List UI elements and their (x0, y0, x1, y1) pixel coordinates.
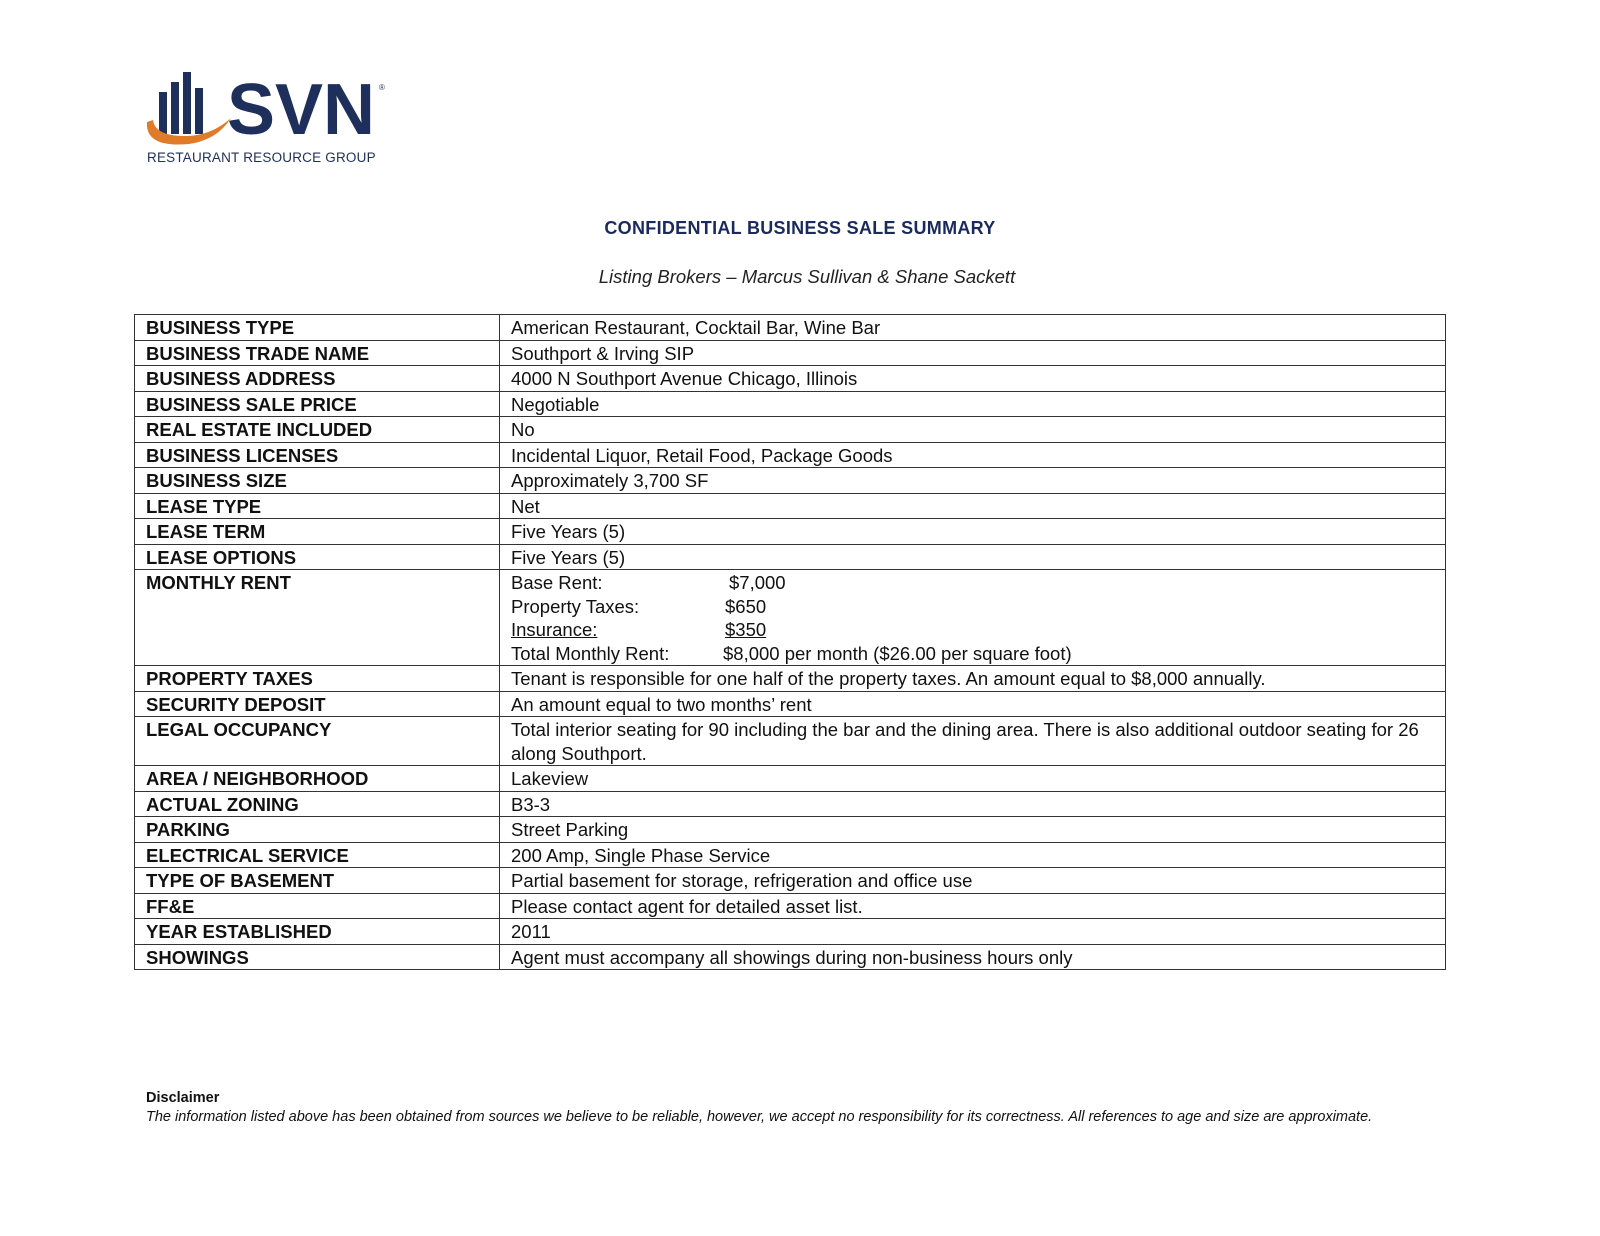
rent-line-label: Insurance: (511, 619, 598, 640)
table-row (135, 417, 1446, 443)
table-row (135, 366, 1446, 392)
table-row (135, 868, 1446, 894)
rent-line-label: Total Monthly Rent: (511, 642, 670, 664)
row-value: Southport & Irving SIP (500, 340, 1446, 366)
table-row (135, 766, 1446, 792)
business-summary-table (134, 314, 1446, 970)
row-label: LEASE TYPE (135, 493, 500, 519)
table-row (135, 791, 1446, 817)
rent-line-taxes (511, 595, 1434, 619)
row-label: SECURITY DEPOSIT (135, 691, 500, 717)
row-value: Street Parking (500, 817, 1446, 843)
table-row (135, 691, 1446, 717)
row-label: LEGAL OCCUPANCY (135, 717, 500, 766)
table-row (135, 944, 1446, 970)
disclaimer-title: Disclaimer (146, 1090, 220, 1106)
document-subtitle: Listing Brokers – Marcus Sullivan & Shane Sackett (598, 266, 1016, 287)
document-title: CONFIDENTIAL BUSINESS SALE SUMMARY (604, 218, 996, 238)
row-label: BUSINESS ADDRESS (135, 366, 500, 392)
table-row (135, 666, 1446, 692)
row-value: Five Years (5) (500, 519, 1446, 545)
row-label: BUSINESS LICENSES (135, 442, 500, 468)
row-label: MONTHLY RENT (135, 570, 500, 666)
logo-wordmark: SVN (227, 70, 376, 150)
row-value: 4000 N Southport Avenue Chicago, Illinois (500, 366, 1446, 392)
row-value: Agent must accompany all showings during non-business hours only (500, 944, 1446, 970)
row-label: PROPERTY TAXES (135, 666, 500, 692)
row-value: Tenant is responsible for one half of the property taxes. An amount equal to $8,000 annually. (500, 666, 1446, 692)
rent-line-insurance (511, 618, 1434, 642)
row-value: No (500, 417, 1446, 443)
row-label: ELECTRICAL SERVICE (135, 842, 500, 868)
row-value: An amount equal to two months’ rent (500, 691, 1446, 717)
table-row (135, 919, 1446, 945)
table-row (135, 340, 1446, 366)
rent-line-amount: $7,000 (729, 572, 786, 593)
row-label: REAL ESTATE INCLUDED (135, 417, 500, 443)
row-label: BUSINESS SIZE (135, 468, 500, 494)
row-label: SHOWINGS (135, 944, 500, 970)
row-label: ACTUAL ZONING (135, 791, 500, 817)
row-value: Incidental Liquor, Retail Food, Package Goods (500, 442, 1446, 468)
table-row (135, 893, 1446, 919)
table-row (135, 544, 1446, 570)
rent-line-amount: $650 (725, 595, 767, 617)
row-label: PARKING (135, 817, 500, 843)
table-row (135, 817, 1446, 843)
table-row (135, 391, 1446, 417)
row-value: Partial basement for storage, refrigeration and office use (500, 868, 1446, 894)
table-row (135, 842, 1446, 868)
table-row (135, 493, 1446, 519)
rent-line-amount: $8,000 per month ($26.00 per square foot) (723, 642, 1072, 664)
row-label: LEASE TERM (135, 519, 500, 545)
row-label: LEASE OPTIONS (135, 544, 500, 570)
rent-line-label: Property Taxes: (511, 595, 640, 617)
row-label: BUSINESS SALE PRICE (135, 391, 500, 417)
monthly-rent-breakdown (500, 570, 1446, 666)
svg-text:®: ® (379, 83, 385, 92)
row-value: 200 Amp, Single Phase Service (500, 842, 1446, 868)
table-row (135, 468, 1446, 494)
row-label: AREA / NEIGHBORHOOD (135, 766, 500, 792)
rent-line-amount: $350 (725, 619, 767, 640)
row-label: BUSINESS TYPE (135, 315, 500, 341)
disclaimer (146, 1090, 1446, 1127)
row-value: Lakeview (500, 766, 1446, 792)
table-row (135, 315, 1446, 341)
row-label: TYPE OF BASEMENT (135, 868, 500, 894)
rent-line-total (511, 642, 1434, 666)
row-label: YEAR ESTABLISHED (135, 919, 500, 945)
row-value: Five Years (5) (500, 544, 1446, 570)
table-row-monthly-rent (135, 570, 1446, 666)
row-value: Net (500, 493, 1446, 519)
row-value: Please contact agent for detailed asset list. (500, 893, 1446, 919)
row-value: B3-3 (500, 791, 1446, 817)
row-value: 2011 (500, 919, 1446, 945)
row-value: Approximately 3,700 SF (500, 468, 1446, 494)
rent-line-base (511, 571, 1434, 595)
row-value: Negotiable (500, 391, 1446, 417)
rent-line-label: Base Rent: (511, 572, 603, 593)
table-row (135, 519, 1446, 545)
row-value: American Restaurant, Cocktail Bar, Wine Bar (500, 315, 1446, 341)
company-logo (145, 70, 395, 170)
table-row (135, 442, 1446, 468)
row-label: BUSINESS TRADE NAME (135, 340, 500, 366)
svn-logo-mark (145, 70, 395, 150)
logo-tagline: RESTAURANT RESOURCE GROUP (147, 150, 376, 165)
row-label: FF&E (135, 893, 500, 919)
disclaimer-text: The information listed above has been obtained from sources we believe to be reliable, however, we accept no responsibility for its correctness. All references to age and size are approximate. (146, 1109, 1373, 1125)
table-row (135, 717, 1446, 766)
row-value: Total interior seating for 90 including the bar and the dining area. There is also additional outdoor seating for 26 along Southport. (500, 717, 1446, 766)
